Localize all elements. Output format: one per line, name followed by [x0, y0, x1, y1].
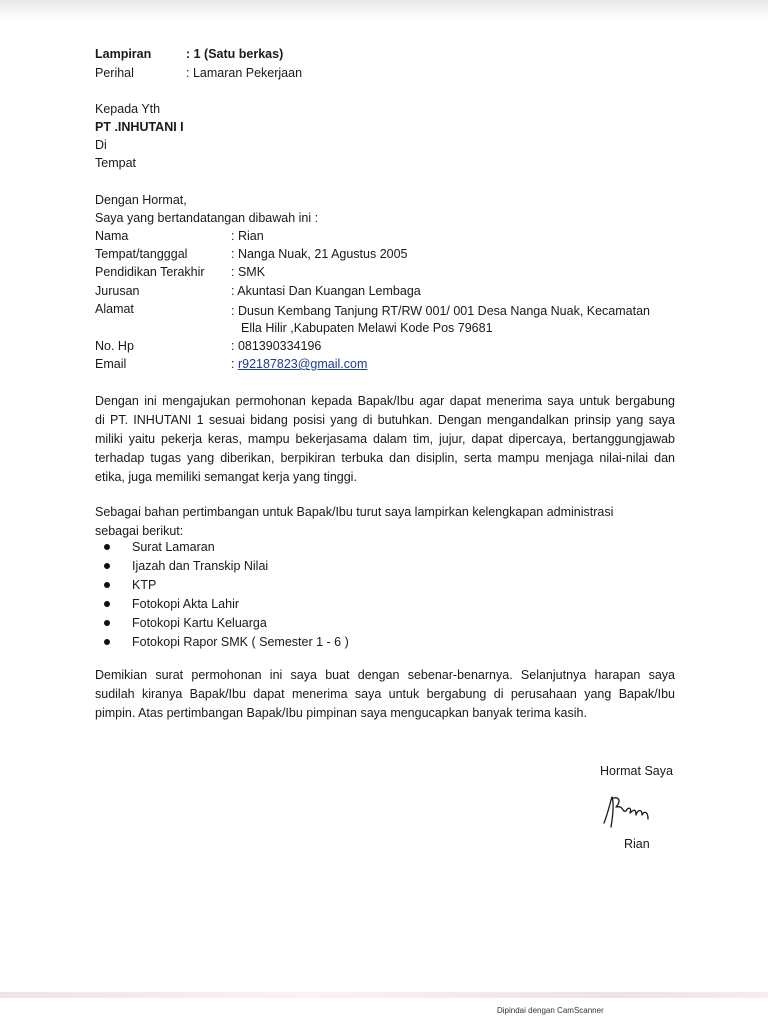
hp-label: No. Hp	[95, 339, 134, 353]
intro-line: Saya yang bertandatangan dibawah ini :	[95, 211, 319, 225]
body-paragraph-2	[95, 503, 675, 541]
attachment-label: Fotokopi Akta Lahir	[132, 597, 240, 611]
scan-shadow	[0, 0, 768, 22]
recipient-line-4: Tempat	[95, 156, 136, 170]
closing-salutation: Hormat Saya	[600, 764, 673, 778]
list-item	[104, 578, 349, 597]
recipient-line-1: Kepada Yth	[95, 102, 161, 116]
paragraph-1-line: terhadap tugas yang diberikan, berpikiran terbuka dan disiplin, serta mampu menjaga nilai-nilai dan	[95, 451, 675, 465]
perihal-label: Perihal	[95, 66, 134, 80]
list-item	[104, 635, 349, 654]
bullet-icon	[104, 582, 110, 588]
nama-label: Nama	[95, 229, 129, 243]
paragraph-1-line: Dengan ini mengajukan permohonan kepada Bapak/Ibu agar dapat menerima saya untuk bergabung	[95, 394, 675, 408]
email-value-row	[231, 357, 367, 371]
bullet-icon	[104, 620, 110, 626]
signatory-name: Rian	[624, 837, 650, 851]
attachment-label: Ijazah dan Transkip Nilai	[132, 559, 269, 573]
attachment-label: KTP	[132, 578, 157, 592]
attachment-label: Surat Lamaran	[132, 540, 215, 554]
attachment-label: Fotokopi Kartu Keluarga	[132, 616, 267, 630]
recipient-line-3: Di	[95, 138, 107, 152]
alamat-label: Alamat	[95, 302, 134, 316]
alamat-value-line-1: : Dusun Kembang Tanjung RT/RW 001/ 001 Desa Nanga Nuak, Kecamatan	[231, 304, 651, 318]
paragraph-1-line: miliki yaitu pekerja keras, mampu bekerjasama dalam tim, jujur, dapat dipercaya, bertanggungjawab	[95, 432, 675, 446]
body-paragraph-3	[95, 666, 675, 723]
list-item	[104, 559, 349, 578]
scan-edge	[0, 992, 768, 998]
ttl-value: : Nanga Nuak, 21 Agustus 2005	[231, 247, 408, 261]
email-link[interactable]: r92187823@gmail.com	[237, 357, 368, 371]
hp-value: : 081390334196	[231, 339, 322, 353]
email-colon: :	[231, 357, 238, 371]
lampiran-value: : 1 (Satu berkas)	[186, 47, 284, 61]
perihal-value: : Lamaran Pekerjaan	[186, 66, 303, 80]
ttl-label: Tempat/tangggal	[95, 247, 188, 261]
list-item	[104, 616, 349, 635]
jurusan-value: : Akuntasi Dan Kuangan Lembaga	[231, 284, 421, 298]
attachment-list	[104, 540, 349, 654]
bullet-icon	[104, 563, 110, 569]
paragraph-1-line: di PT. INHUTANI 1 sesuai bidang posisi yang di butuhkan. Dengan mengandalkan prinsip yang saya	[95, 413, 675, 427]
bullet-icon	[104, 639, 110, 645]
attachment-label: Fotokopi Rapor SMK ( Semester 1 - 6 )	[132, 635, 349, 649]
paragraph-3-line: sudilah kiranya Bapak/Ibu dapat menerima saya untuk bergabung di perusahaan yang Bapak/Ibu	[95, 687, 675, 701]
paragraph-3-line: Demikian surat permohonan ini saya buat dengan sebenar-benarnya. Selanjutnya harapan saya	[95, 668, 675, 682]
signature-icon	[600, 793, 652, 833]
paragraph-1-line: etika, juga memiliki semangat kerja yang tinggi.	[95, 470, 357, 484]
pendidikan-value: : SMK	[231, 265, 266, 279]
paragraph-2-line: sebagai berikut:	[95, 524, 184, 538]
scanner-watermark: Dipindai dengan CamScanner	[497, 1006, 604, 1015]
bullet-icon	[104, 544, 110, 550]
alamat-value-line-2: Ella Hilir ,Kabupaten Melawi Kode Pos 79681	[241, 321, 493, 335]
jurusan-label: Jurusan	[95, 284, 140, 298]
bullet-icon	[104, 601, 110, 607]
list-item	[104, 597, 349, 616]
recipient-company: PT .INHUTANI I	[95, 120, 184, 134]
list-item	[104, 540, 349, 559]
paragraph-2-line: Sebagai bahan pertimbangan untuk Bapak/Ibu turut saya lampirkan kelengkapan administrasi	[95, 505, 614, 519]
pendidikan-label: Pendidikan Terakhir	[95, 265, 205, 279]
greeting: Dengan Hormat,	[95, 193, 187, 207]
email-label: Email	[95, 357, 127, 371]
nama-value: : Rian	[231, 229, 264, 243]
lampiran-label: Lampiran	[95, 47, 152, 61]
body-paragraph-1	[95, 392, 675, 487]
paragraph-3-line: pimpin. Atas pertimbangan Bapak/Ibu pimpinan saya mengucapkan banyak terima kasih.	[95, 706, 587, 720]
